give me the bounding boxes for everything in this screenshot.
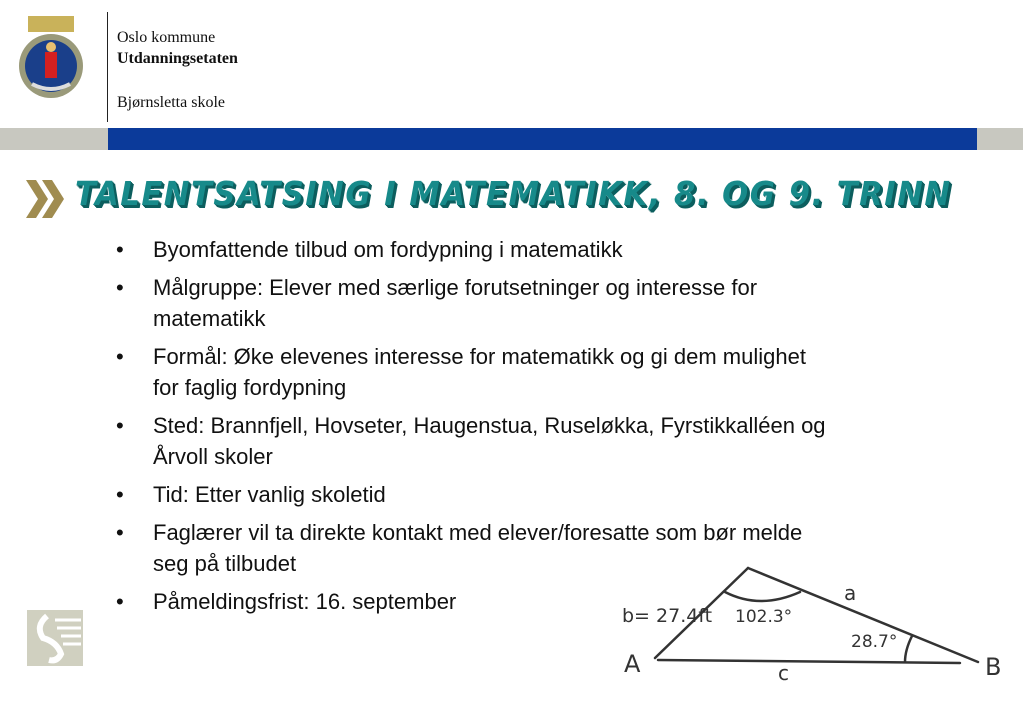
bullet-marker: • bbox=[116, 520, 124, 545]
label-b: b= 27.4ft bbox=[622, 605, 713, 627]
bullet-item bbox=[112, 272, 972, 334]
bullet-text-line: Sted: Brannfjell, Hovseter, Haugenstua, Ruseløkka, Fyrstikkalléen og bbox=[153, 413, 826, 438]
bullet-marker: • bbox=[116, 413, 124, 438]
bullet-marker: • bbox=[116, 344, 124, 369]
school-name: Bjørnsletta skole bbox=[117, 94, 225, 111]
label-angle-b: 28.7° bbox=[851, 632, 898, 652]
agency-name: Utdanningsetaten bbox=[117, 50, 238, 67]
header-divider bbox=[107, 12, 108, 122]
bullet-item bbox=[112, 410, 972, 472]
bullet-item bbox=[112, 479, 972, 510]
bullet-item bbox=[112, 341, 972, 403]
label-vertex-b: B bbox=[985, 653, 1002, 681]
label-c: c bbox=[778, 661, 789, 685]
org-name: Oslo kommune bbox=[117, 29, 216, 46]
bullet-text-line: seg på tilbudet bbox=[153, 551, 297, 576]
oslo-coat-of-arms-logo bbox=[18, 14, 84, 104]
side-c bbox=[658, 660, 960, 663]
header-bar-blue bbox=[108, 128, 977, 150]
bullet-text-line: Årvoll skoler bbox=[153, 444, 273, 469]
label-angle-top: 102.3° bbox=[735, 607, 793, 627]
school-emblem-logo bbox=[27, 610, 83, 666]
bullet-text-line: Byomfattende tilbud om fordypning i matematikk bbox=[153, 237, 623, 262]
bullet-marker: • bbox=[116, 237, 124, 262]
bullet-text-line: for faglig fordypning bbox=[153, 375, 347, 400]
label-a: a bbox=[844, 581, 857, 605]
double-chevron-icon bbox=[24, 178, 70, 220]
bullet-text-line: Formål: Øke elevenes interesse for matematikk og gi dem mulighet bbox=[153, 344, 806, 369]
triangle-sketch bbox=[600, 560, 1023, 708]
bullet-text-line: Faglærer vil ta direkte kontakt med elever/foresatte som bør melde bbox=[153, 520, 803, 545]
bullet-marker: • bbox=[116, 482, 124, 507]
bullet-text-line: Tid: Etter vanlig skoletid bbox=[153, 482, 386, 507]
slide-title: TALENTSATSING I MATEMATIKK, 8. OG 9. TRINN bbox=[75, 174, 952, 213]
label-vertex-a: A bbox=[624, 650, 641, 678]
bullet-text-line: Målgruppe: Elever med særlige forutsetninger og interesse for bbox=[153, 275, 758, 300]
bullet-item bbox=[112, 234, 972, 265]
bullet-text-line: matematikk bbox=[153, 306, 266, 331]
bullet-text-line: Påmeldingsfrist: 16. september bbox=[153, 589, 457, 614]
bullet-marker: • bbox=[116, 589, 124, 614]
bullet-marker: • bbox=[116, 275, 124, 300]
